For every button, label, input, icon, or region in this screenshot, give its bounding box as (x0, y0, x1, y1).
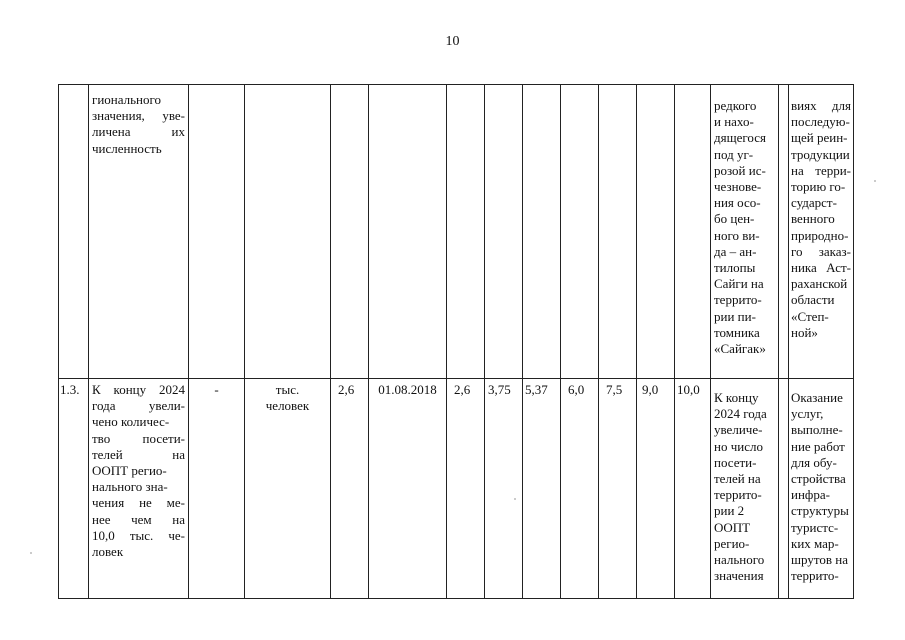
text-line: телей на (92, 446, 185, 462)
text-line: туристс- (791, 519, 839, 535)
text-line: ника Аст- (791, 260, 851, 276)
text-line: Оказание (791, 390, 843, 405)
text-line: го заказ- (791, 243, 851, 259)
text-line: инфра- (791, 487, 830, 503)
text-line: ких мар- (791, 535, 839, 551)
col-border (853, 84, 854, 599)
col-border (446, 84, 447, 599)
text-line: ния осо- (714, 195, 761, 211)
text-line: года увели- (92, 398, 185, 414)
text-line: для обу- (791, 454, 837, 470)
text-line: регио- (714, 535, 750, 551)
text-line: телей на (714, 471, 761, 487)
text-line: торию го- (791, 179, 846, 195)
text-line: «Степ- (791, 308, 829, 324)
row-number: 1.3. (60, 382, 80, 397)
text-line: структуры (791, 503, 849, 519)
row-value: 3,75 (488, 382, 511, 397)
text-line: тилопы (714, 260, 756, 276)
text-line: чезнове- (714, 179, 762, 195)
text-line: выполне- (791, 422, 843, 438)
row-base-value: 2,6 (338, 382, 355, 397)
col-border (88, 84, 89, 599)
row-value: 5,37 (525, 382, 548, 397)
row-top-description (92, 92, 185, 157)
text-line: тво посети- (92, 430, 185, 446)
col-border (674, 84, 675, 599)
text-line: да – ан- (714, 243, 757, 259)
text-line: бо цен- (714, 211, 755, 227)
row-base-date: 01.08.2018 (378, 382, 437, 397)
col-border (560, 84, 561, 599)
text-line: рии 2 (714, 503, 745, 519)
text-line: численность (92, 140, 162, 156)
text-line: посети- (714, 454, 757, 470)
text-line: ного ви- (714, 227, 760, 243)
row-value: 7,5 (606, 382, 623, 397)
col-border (778, 84, 779, 599)
text-line: шрутов на (791, 552, 848, 568)
text-line: ловек (92, 544, 124, 560)
text-line: увеличе- (714, 422, 763, 438)
text-line: ние работ (791, 438, 845, 454)
page-number: 10 (445, 34, 460, 49)
text-line: венного (791, 211, 835, 227)
text-line: личена их (92, 124, 185, 140)
text-line: террито- (791, 568, 839, 584)
scan-dot (874, 180, 876, 182)
col-border (788, 84, 789, 599)
col-border (484, 84, 485, 599)
text-line: значения (714, 568, 764, 584)
text-line: 2024 года (714, 406, 767, 422)
text-line: стройства (791, 471, 846, 487)
text-line: рии пи- (714, 308, 756, 324)
text-line: дящегося (714, 130, 766, 146)
text-line: значения, уве- (92, 108, 185, 124)
text-line: нального (714, 552, 765, 568)
text-line: сударст- (791, 195, 837, 211)
text-line: К концу 2024 (92, 382, 185, 397)
text-line: К концу (714, 390, 759, 405)
text-line: 10,0 тыс. че- (92, 527, 185, 543)
text-line: области (791, 292, 835, 308)
text-line: чения не ме- (92, 495, 185, 511)
text-line: раханской (791, 276, 848, 292)
text-line: ной» (791, 324, 818, 340)
table-bottom-border (58, 598, 854, 599)
col-border (598, 84, 599, 599)
table-top-border (58, 84, 854, 85)
row-top-result (714, 98, 776, 357)
row-result (714, 390, 776, 584)
table-row-divider (58, 378, 854, 379)
col-border (330, 84, 331, 599)
text-line: террито- (714, 487, 762, 503)
text-line: Сайги на (714, 276, 764, 292)
scan-dot (30, 552, 32, 554)
text-line: тродукции (791, 146, 850, 162)
text-line: но число (714, 438, 763, 454)
col-border (58, 84, 59, 599)
text-line: нального зна- (92, 479, 168, 495)
text-line: тыс. (275, 382, 300, 397)
text-line: человек (265, 398, 310, 414)
row-measures (791, 390, 851, 584)
text-line: виях для (791, 98, 851, 113)
text-line: террито- (714, 292, 762, 308)
row-type: - (214, 382, 219, 397)
text-line: гионального (92, 92, 162, 107)
col-border (368, 84, 369, 599)
row-value: 2,6 (454, 382, 471, 397)
text-line: розой ис- (714, 162, 766, 178)
text-line: щей реин- (791, 130, 848, 146)
text-line: под уг- (714, 146, 754, 162)
text-line: ООПТ регио- (92, 463, 167, 479)
row-value: 9,0 (642, 382, 659, 397)
text-line: нее чем на (92, 511, 185, 527)
text-line: на терри- (791, 162, 851, 178)
row-top-measures (791, 98, 851, 341)
text-line: ООПТ (714, 519, 751, 535)
row-unit (245, 382, 330, 414)
col-border (188, 84, 189, 599)
text-line: томника (714, 324, 760, 340)
col-border (244, 84, 245, 599)
col-border (522, 84, 523, 599)
col-border (710, 84, 711, 599)
text-line: последую- (791, 114, 850, 130)
row-value: 10,0 (677, 382, 700, 397)
text-line: чено количес- (92, 414, 170, 430)
row-value: 6,0 (568, 382, 585, 397)
col-border (636, 84, 637, 599)
text-line: и нахо- (714, 114, 754, 130)
text-line: «Сайгак» (714, 341, 766, 357)
text-line: природно- (791, 227, 849, 243)
row-description (92, 382, 185, 560)
text-line: услуг, (791, 406, 824, 422)
text-line: редкого (714, 98, 757, 113)
scan-dot (514, 498, 516, 500)
